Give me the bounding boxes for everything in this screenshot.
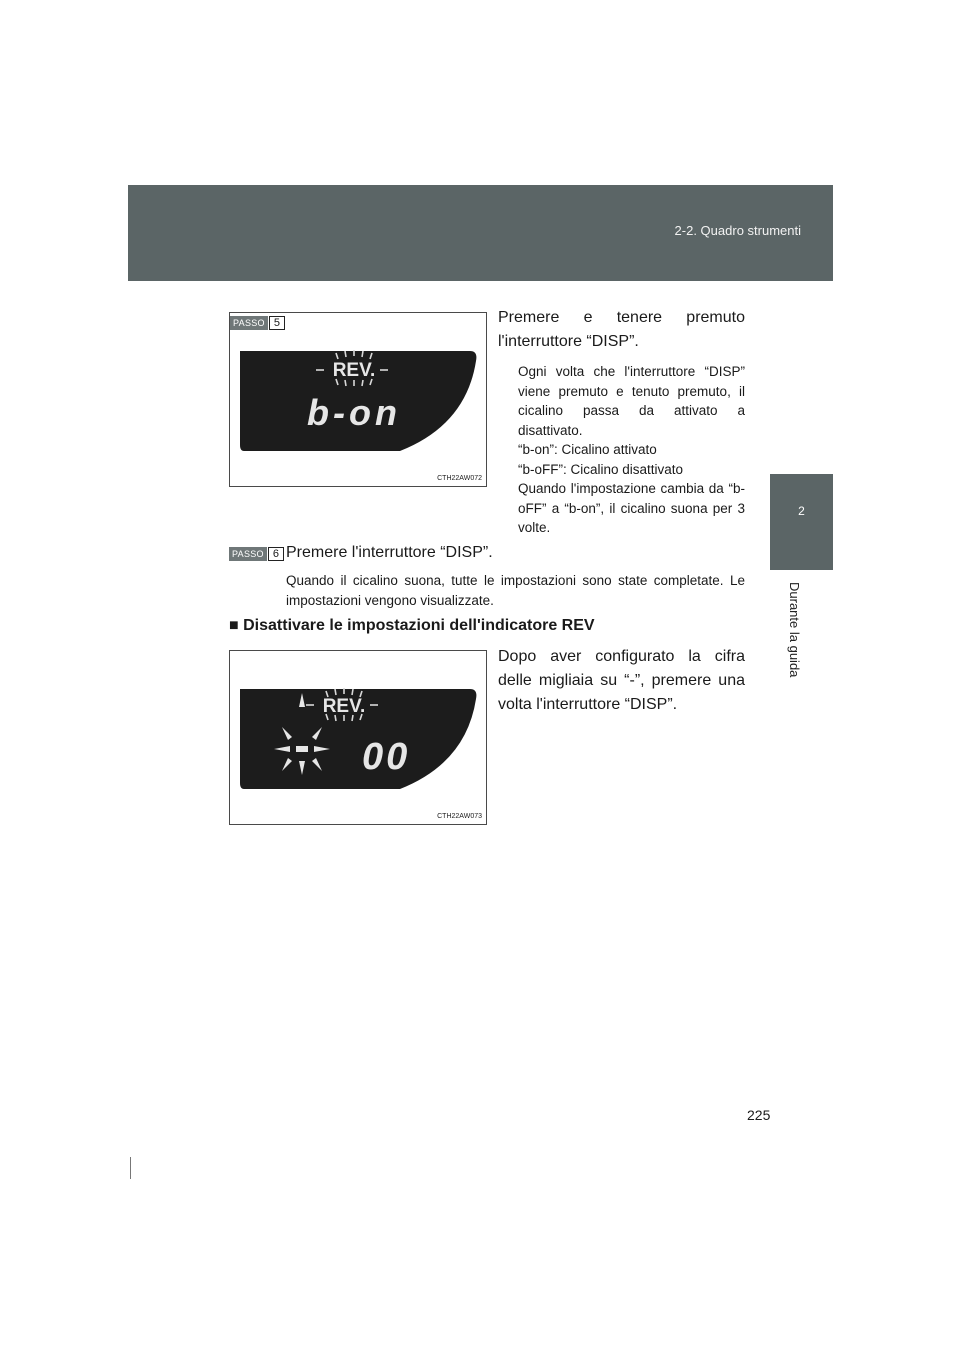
figure-code: CTH22AW073 — [437, 813, 482, 820]
page-header — [128, 185, 833, 281]
chapter-label-text: Durante la guida — [787, 582, 802, 678]
step-6-note: Quando il cicalino suona, tutte le impostazioni sono state completate. Le impostazioni vengono visualizzate. — [286, 573, 745, 608]
page-number: 225 — [747, 1107, 771, 1123]
section-title: 2-2. Quadro strumenti — [674, 223, 801, 238]
display-value: 00 — [362, 736, 411, 778]
section-heading: ■ Disattivare le impostazioni dell'indicatore REV — [229, 617, 595, 634]
note-line: “b-on”: Cicalino attivato — [518, 442, 657, 457]
step-6-instruction: Premere l'interruttore “DISP”. — [286, 544, 493, 561]
section-text: Dopo aver configurato la cifra delle migliaia su “-”, premere una volta l'interruttore “DISP”. — [498, 648, 745, 713]
figure-buzzer-on — [229, 312, 487, 487]
chapter-label — [782, 582, 802, 692]
rev-label: REV. — [332, 360, 376, 381]
display-value: b-on — [307, 392, 401, 433]
note-line: Quando l'impostazione cambia da “b-oFF” a “b-on”, il cicalino suona per 3 volte. — [518, 481, 745, 535]
note-line: Ogni volta che l'interruttore “DISP” viene premuto e tenuto premuto, il cicalino passa da attivato a disattivato. — [518, 364, 745, 438]
chapter-tab — [770, 474, 833, 570]
crop-mark — [130, 1157, 131, 1179]
chapter-number: 2 — [798, 504, 805, 518]
lcd-display-illustration — [230, 651, 486, 824]
step-number: 6 — [268, 547, 284, 561]
figure-rev-off — [229, 650, 487, 825]
step-number: 5 — [269, 316, 285, 330]
rev-label: REV. — [322, 696, 366, 717]
step-label: PASSO — [230, 316, 268, 330]
note-line: “b-oFF”: Cicalino disattivato — [518, 461, 684, 477]
step-5-note — [518, 362, 745, 538]
figure-code: CTH22AW072 — [437, 475, 482, 482]
lcd-display-illustration — [230, 313, 486, 486]
step-5-instruction: Premere e tenere premuto l'interruttore “DISP”. — [498, 309, 745, 350]
step-label: PASSO — [229, 547, 267, 561]
step-6-badge — [229, 544, 284, 562]
